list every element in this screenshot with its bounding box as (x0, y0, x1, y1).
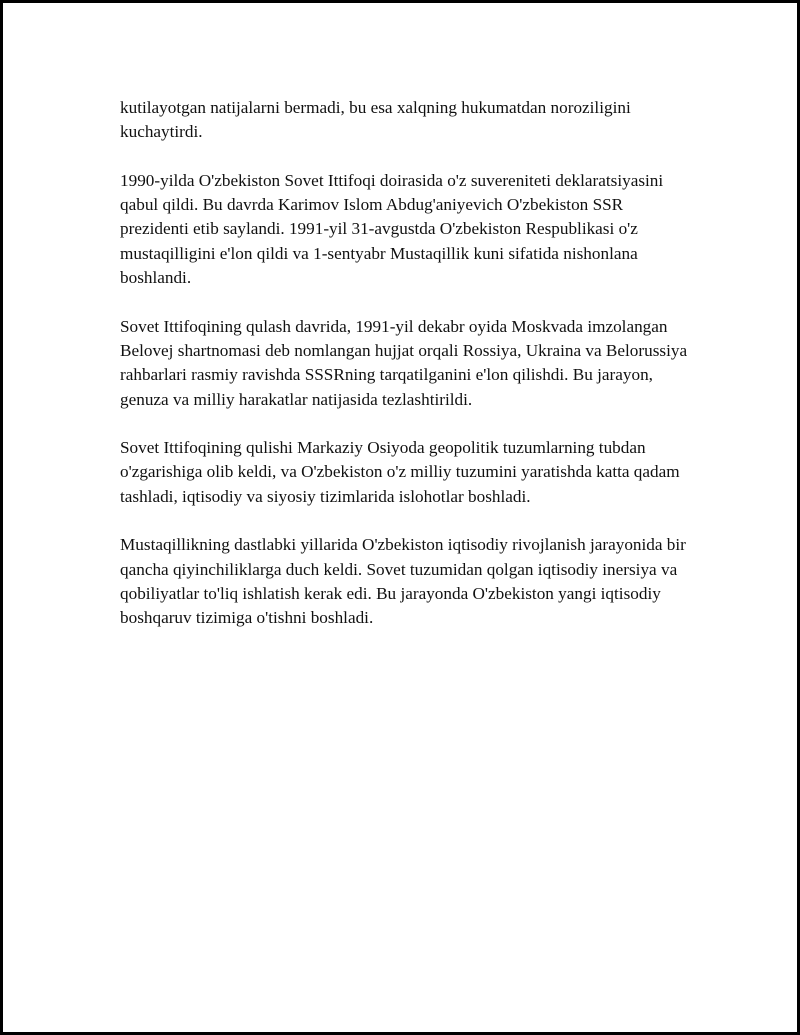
paragraph: kutilayotgan natijalarni bermadi, bu esa xalqning hukumatdan noroziligini kuchaytirdi. (120, 98, 631, 142)
paragraph: Sovet Ittifoqining qulash davrida, 1991-yil dekabr oyida Moskvada imzolangan Belovej shartnomasi deb nomlangan hujjat orqali Rossiya, Ukraina va Belorussiya rahbarlari rasmiy ravishda SSSRning tarqatilganini e'lon qilishdi. Bu jarayon, genuza va milliy harakatlar natijasida tezlashtirildi. (120, 316, 688, 409)
paragraph: Mustaqillikning dastlabki yillarida O'zbekiston iqtisodiy rivojlanish jarayonida bir qancha qiyinchiliklarga duch keldi. Sovet tuzumidan qolgan iqtisodiy inersiya va qobiliyatlar to'liq ishlatish kerak edi. Bu jarayonda O'zbekiston yangi iqtisodiy boshqaruv tizimiga o'tishni boshladi. (120, 535, 686, 628)
paragraph: Sovet Ittifoqining qulishi Markaziy Osiyoda geopolitik tuzumlarning tubdan o'zgarishiga olib keldi, va O'zbekiston o'z milliy tuzumini yaratishda katta qadam tashladi, iqtisodiy va siyosiy tizimlarida islohotlar boshladi. (120, 438, 680, 506)
paragraph: 1990-yilda O'zbekiston Sovet Ittifoqi doirasida o'z suvereniteti deklaratsiyasini qabul qildi. Bu davrda Karimov Islom Abdug'aniyevich O'zbekiston SSR prezidenti etib saylandi. 1991-yil 31-avgustda O'zbekiston Respublikasi o'z mustaqilligini e'lon qildi va 1-sentyabr Mustaqillik kuni sifatida nishonlana boshlandi. (120, 170, 664, 288)
document-body (120, 96, 690, 655)
